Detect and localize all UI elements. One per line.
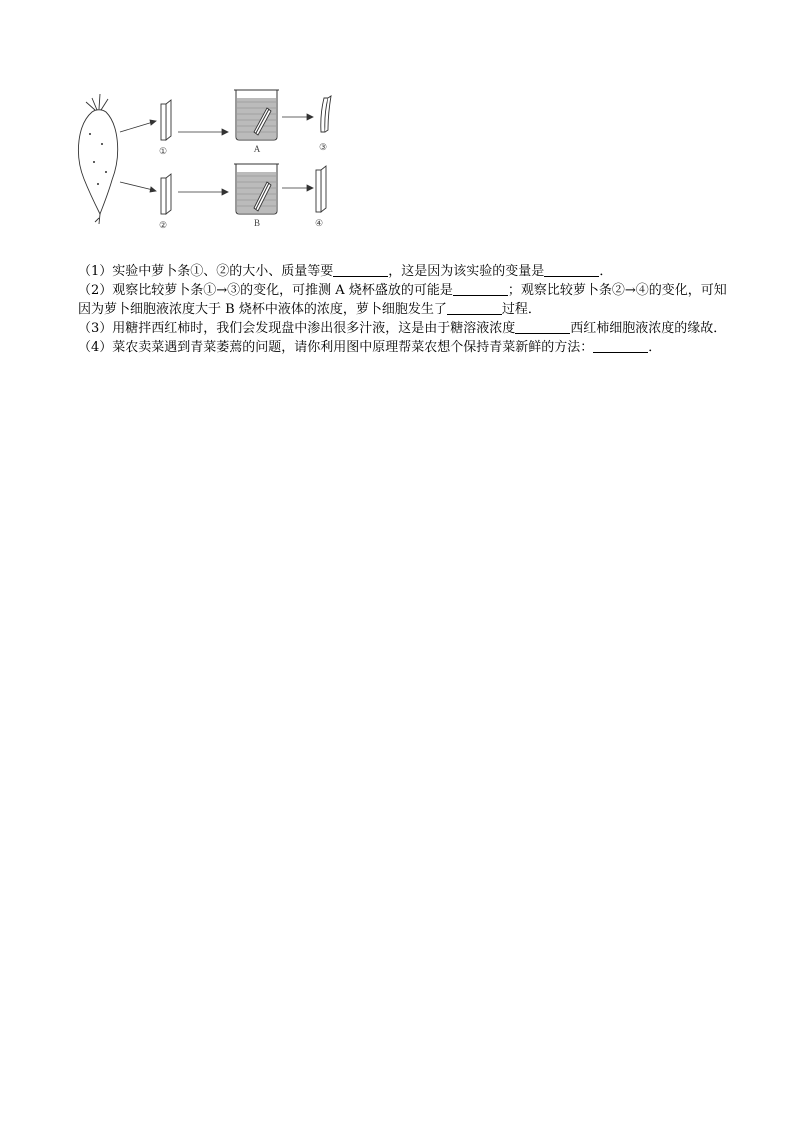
label-strip-4: ④ xyxy=(314,218,324,228)
question-1: （1）实验中萝卜条①、②的大小、质量等要 ，这是因为该实验的变量是 ． xyxy=(78,264,613,279)
strip-4 xyxy=(316,166,326,212)
beaker-a xyxy=(234,90,279,140)
question-3: （3）用糖拌西红柿时，我们会发现盘中渗出很多汁液，这是由于糖溶液浓度 西红柿细胞液浓度的缘故． xyxy=(78,321,727,336)
question-2: （2）观察比较萝卜条①→③的变化，可推测 A 烧杯盛放的可能是 ；观察比较萝卜条②→④的变化，可知因为萝卜细胞液浓度大于 B 烧杯中液体的浓度，萝卜细胞发生了 过程． xyxy=(78,283,727,317)
answer-blank[interactable] xyxy=(333,263,388,277)
answer-blank[interactable] xyxy=(453,282,508,296)
answer-blank[interactable] xyxy=(515,320,570,334)
arrows xyxy=(120,114,313,195)
label-beaker-b: B xyxy=(253,218,261,228)
radish-osmosis-diagram xyxy=(70,84,390,234)
label-strip-1: ① xyxy=(158,146,168,156)
strip-2 xyxy=(161,174,171,214)
answer-blank[interactable] xyxy=(447,301,502,315)
strip-3 xyxy=(321,96,331,132)
answer-blank[interactable] xyxy=(593,339,648,353)
answer-blank[interactable] xyxy=(544,263,599,277)
strip-1 xyxy=(161,100,171,140)
radish-drawing xyxy=(78,94,117,224)
beaker-b xyxy=(234,164,279,214)
label-strip-3: ③ xyxy=(318,142,328,152)
experiment-figure xyxy=(70,84,390,234)
label-strip-2: ② xyxy=(158,220,168,230)
question-list xyxy=(78,262,728,357)
question-4: （4）菜农卖菜遇到青菜萎蔫的问题，请你利用图中原理帮菜农想个保持青菜新鲜的方法： ． xyxy=(78,340,662,355)
label-beaker-a: A xyxy=(253,144,261,154)
